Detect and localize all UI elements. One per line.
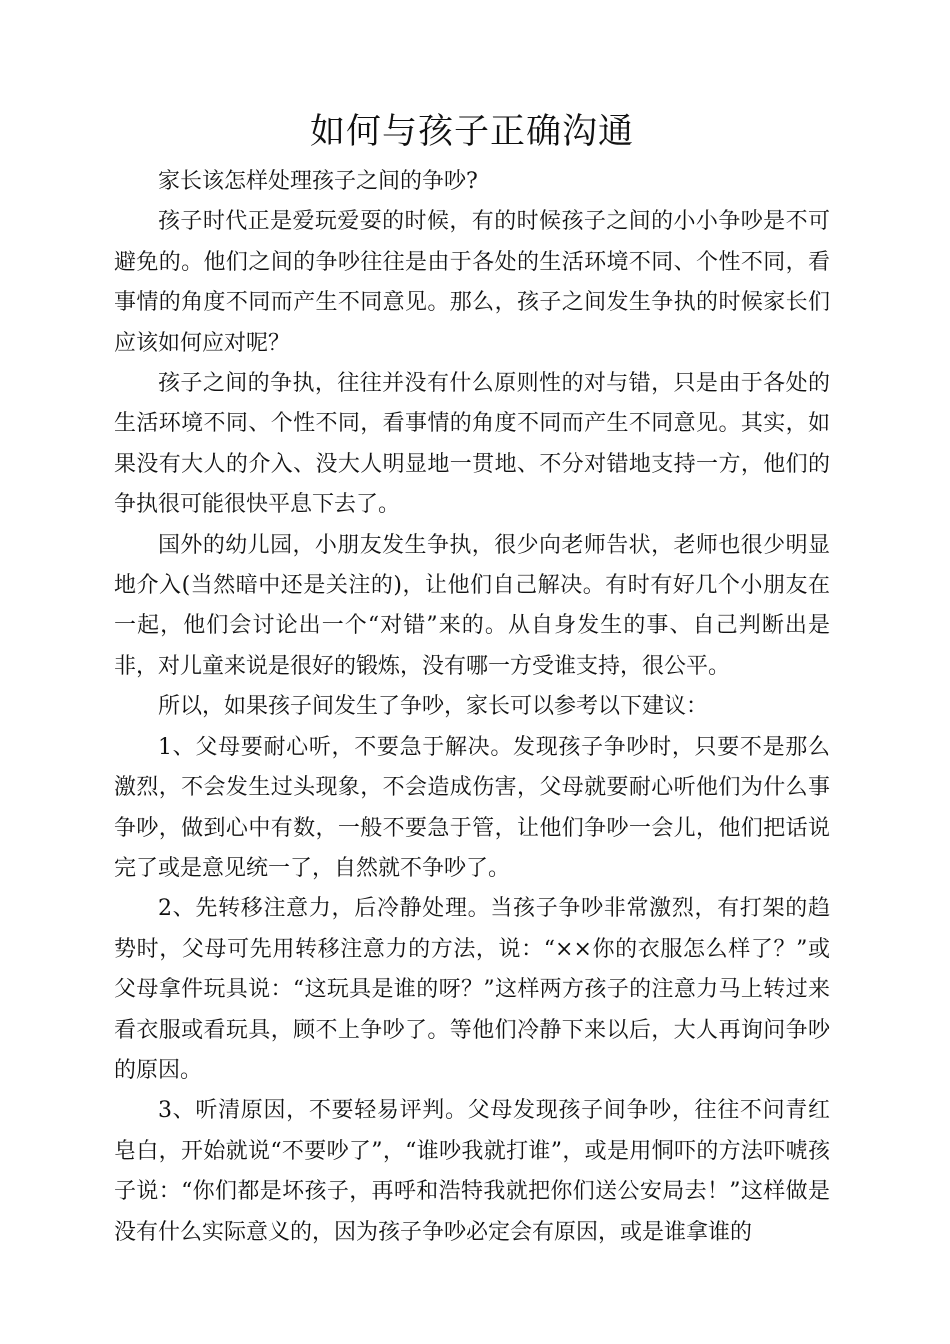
paragraph-advice-1: 1、父母要耐心听，不要急于解决。发现孩子争吵时，只要不是那么激烈，不会发生过头现象，不会造成伤害，父母就要耐心听他们为什么事争吵，做到心中有数，一般不要急于管，让他们争吵一会儿，他们把话说完了或是意见统一了，自然就不争吵了。 xyxy=(114,734,830,881)
paragraph-subtitle: 家长该怎样处理孩子之间的争吵? xyxy=(158,169,478,194)
document-title: 如何与孩子正确沟通 xyxy=(309,112,634,152)
paragraph-kindergarten: 国外的幼儿园，小朋友发生争执，很少向老师告状，老师也很少明显地介入(当然暗中还是关注的)，让他们自己解决。有时有好几个小朋友在一起，他们会讨论出一个“对错”来的。从自身发生的事、自己判断出是非，对儿童来说是很好的锻炼，没有哪一方受谁支持，很公平。 xyxy=(114,532,830,679)
paragraph-advice-intro: 所以，如果孩子间发生了争吵，家长可以参考以下建议： xyxy=(158,694,709,720)
document-page xyxy=(114,104,830,1253)
paragraph-advice-2: 2、先转移注意力，后冷静处理。当孩子争吵非常激烈，有打架的趋势时，父母可先用转移注意力的方法，说：“××你的衣服怎么样了？”或父母拿件玩具说：“这玩具是谁的呀？”这样两方孩子的注意力马上转过来看衣服或看玩具，顾不上争吵了。等他们冷静下来以后，大人再询问争吵的原因。 xyxy=(114,896,830,1083)
paragraph-advice-3: 3、听清原因，不要轻易评判。父母发现孩子间争吵，往往不问青红皂白，开始就说“不要吵了”，“谁吵我就打谁”，或是用恫吓的方法吓唬孩子说：“你们都是坏孩子，再呼和浩特我就把你们送公安局去！”这样做是没有什么实际意义的，因为孩子争吵必定会有原因，或是谁拿谁的 xyxy=(114,1098,830,1245)
paragraph-disputes: 孩子之间的争执，往往并没有什么原则性的对与错，只是由于各处的生活环境不同、个性不同，看事情的角度不同而产生不同意见。其实，如果没有大人的介入、没大人明显地一贯地、不分对错地支持一方，他们的争执很可能很快平息下去了。 xyxy=(114,371,830,518)
paragraph-intro: 孩子时代正是爱玩爱耍的时候，有的时候孩子之间的小小争吵是不可避免的。他们之间的争吵往往是由于各处的生活环境不同、个性不同，看事情的角度不同而产生不同意见。那么，孩子之间发生争执的时候家长们应该如何应对呢？ xyxy=(114,209,830,356)
